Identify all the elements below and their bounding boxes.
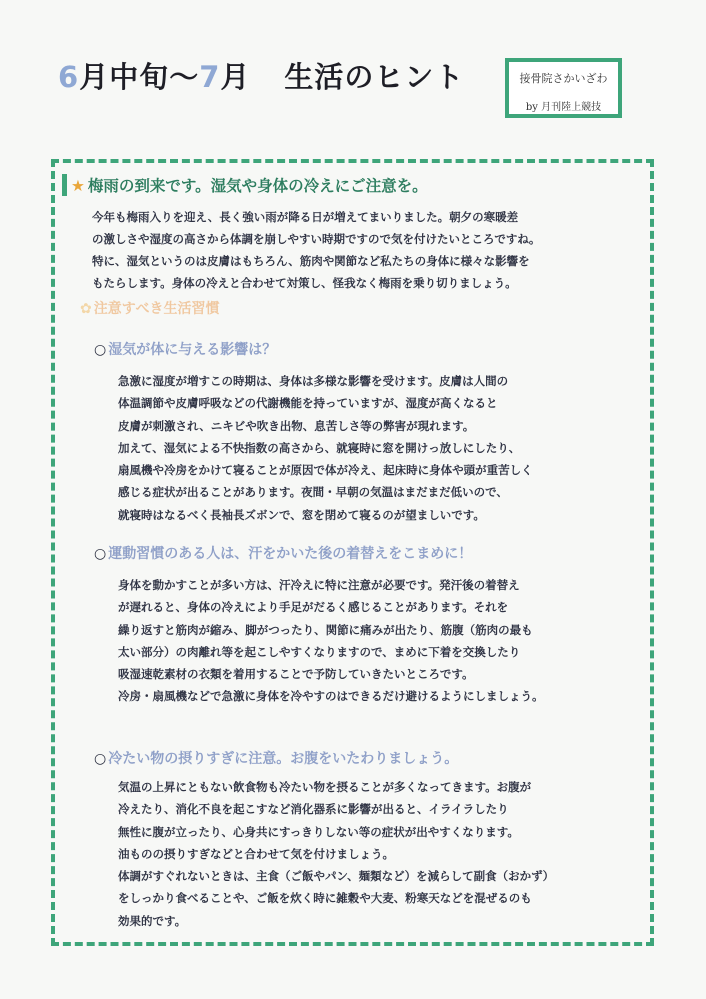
title-number-end: 7 (199, 60, 221, 94)
topic-heading-cold-food (94, 748, 458, 768)
intro-line: もたらします。身体の冷えと合わせて対策し、怪我なく梅雨を乗り切りましょう。 (92, 276, 517, 290)
title-month: 月 (220, 60, 251, 94)
body-line: をしっかり食べることや、ご飯を炊く時に雑穀や大麦、粉寒天などを混ぜるのも (118, 891, 532, 906)
topic-body-cold-food (118, 776, 638, 932)
body-line: 体温調節や皮膚呼吸などの代謝機能を持っていますが、湿度が高くなると (118, 396, 498, 411)
topic-body-exercise (118, 574, 638, 708)
title-number-start: 6 (58, 60, 80, 94)
intro-line: の激しさや湿度の高さから体調を崩しやすい時期ですので気を付けたいところですね。 (92, 232, 541, 246)
body-line: 気温の上昇にともない飲食物も冷たい物を摂ることが多くなってきます。お腹が (118, 780, 532, 794)
clinic-name: 接骨院さかいざわ (519, 72, 608, 85)
intro-line: 特に、湿気というのは皮膚はもちろん、筋肉や関節など私たちの身体に様々な影響を (92, 254, 530, 268)
source-credit: by 月刊陸上競技 (525, 102, 602, 113)
body-line: 太い部分）の肉離れ等を起こしやすくなりますので、まめに下着を交換したり (118, 644, 521, 659)
body-line: 身体を動かすことが多い方は、汗冷えに特に注意が必要です。発汗後の着替え (118, 578, 520, 592)
flower-icon: ✿ (80, 301, 92, 317)
page-title (58, 55, 464, 96)
body-line: 就寝時はなるべく長袖長ズボンで、窓を閉めて寝るのが望ましいです。 (118, 507, 485, 522)
habits-heading (80, 298, 219, 318)
section-heading-text: 梅雨の到来です。湿気や身体の冷えにご注意を。 (87, 177, 428, 195)
circle-icon: ○ (94, 342, 107, 358)
topic-body-humidity (118, 370, 638, 526)
habits-heading-text: 注意すべき生活習慣 (93, 301, 220, 317)
body-line: 体調がすぐれないときは、主食（ご飯やパン、麺類など）を減らして副食（おかず） (118, 869, 555, 884)
body-line: が遅れると、身体の冷えにより手足がだるく感じることがあります。それを (118, 600, 509, 615)
body-line: 加えて、湿気による不快指数の高さから、就寝時に窓を開けっ放しにしたり、 (118, 440, 521, 455)
topic-heading-text: 湿気が体に与える影響は？ (108, 342, 277, 358)
body-line: 冷房・扇風機などで急激に身体を冷やすのはできるだけ避けるようにしましょう。 (118, 689, 544, 704)
intro-line: 今年も梅雨入りを迎え、長く強い雨が降る日が増えてまいりました。朝夕の寒暖差 (92, 210, 519, 224)
body-line: 扇風機や冷房をかけて寝ることが原因で体が冷え、起床時に身体や頭が重苦しく (118, 463, 533, 478)
body-line: 感じる症状が出ることがあります。夜間・早朝の気温はまだまだ低いので、 (118, 485, 508, 500)
circle-icon: ○ (94, 546, 107, 562)
body-line: 効果的です。 (118, 913, 187, 928)
section-heading (62, 174, 428, 196)
topic-heading-humidity (94, 339, 276, 359)
body-line: 吸湿速乾素材の衣類を着用することで予防していきたいところです。 (118, 667, 474, 682)
body-line: 無性に腹が立ったり、心身共にすっきりしない等の症状が出やすくなります。 (118, 824, 519, 839)
source-badge (505, 58, 622, 118)
topic-heading-exercise (94, 543, 472, 563)
title-period-start: 月中旬～ (79, 60, 200, 94)
body-line: 油ものの摂りすぎなどと合わせて気を付けましょう。 (118, 846, 394, 861)
intro-paragraph (92, 206, 652, 294)
body-line: 皮膚が刺激され、ニキビや吹き出物、息苦しさ等の弊害が現れます。 (118, 418, 475, 433)
body-line: 繰り返すと筋肉が縮み、脚がつったり、関節に痛みが出たり、筋腹（筋肉の最も (118, 622, 533, 637)
topic-heading-text: 冷たい物の摂りすぎに注意。お腹をいたわりましょう。 (108, 751, 459, 767)
body-line: 冷えたり、消化不良を起こすなど消化器系に影響が出ると、イライラしたり (118, 802, 509, 817)
title-main: 生活のヒント (284, 60, 465, 94)
circle-icon: ○ (94, 751, 107, 767)
topic-heading-text: 運動習慣のある人は、汗をかいた後の着替えをこまめに！ (108, 546, 473, 562)
star-icon: ★ (71, 177, 85, 195)
body-line: 急激に湿度が増すこの時期は、身体は多様な影響を受けます。皮膚は人間の (118, 374, 509, 388)
